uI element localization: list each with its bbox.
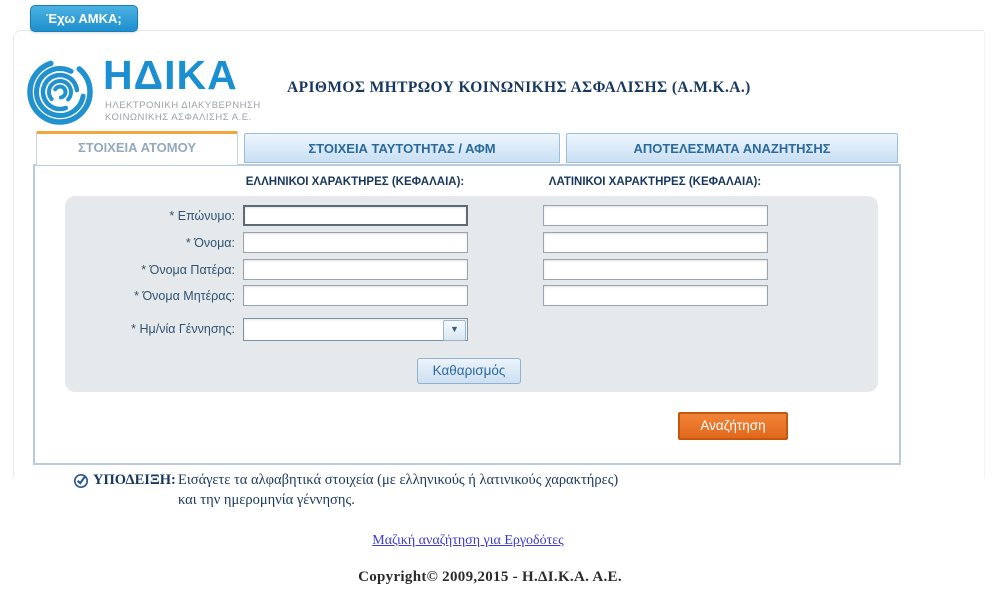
fathers-name-latin-input[interactable] (543, 259, 768, 280)
have-amka-tab[interactable]: Έχω ΑΜΚΑ; (30, 5, 138, 32)
tab-search-results[interactable]: ΑΠΟΤΕΛΕΣΜΑΤΑ ΑΝΑΖΗΤΗΣΗΣ (566, 133, 898, 163)
employers-search-link[interactable]: Μαζική αναζήτηση για Εργοδότες (372, 533, 564, 548)
tab-person-details[interactable]: ΣΤΟΙΧΕΙΑ ΑΤΟΜΟΥ (36, 131, 238, 165)
page-title: ΑΡΙΘΜΟΣ ΜΗΤΡΩΟΥ ΚΟΙΝΩΝΙΚΗΣ ΑΣΦΑΛΙΣΗΣ (Α.Μ.Κ.Α.) (287, 79, 751, 96)
tab-identity-afm[interactable]: ΣΤΟΙΧΕΙΑ ΤΑΥΤΟΤΗΤΑΣ / ΑΦΜ (244, 133, 560, 163)
greek-characters-header: ΕΛΛΗΝΙΚΟΙ ΧΑΡΑΚΤΗΡΕΣ (ΚΕΦΑΛΑΙΑ): (245, 176, 465, 188)
idika-spiral-icon (24, 56, 102, 133)
mothers-name-latin-input[interactable] (543, 285, 768, 306)
employers-link-row (0, 531, 936, 549)
birth-date-select[interactable] (243, 318, 468, 341)
logo-text: ΗΔΙΚΑ (103, 52, 238, 98)
birth-date-label: * Ημ/νία Γέννησης: (131, 322, 235, 336)
firstname-greek-input[interactable] (243, 232, 468, 253)
firstname-label: * Όνομα: (185, 236, 235, 250)
logo-subtitle (105, 100, 261, 125)
logo-subtitle-line2: ΚΟΙΝΩΝΙΚΗΣ ΑΣΦΑΛΙΣΗΣ Α.Ε. (105, 112, 252, 124)
latin-characters-header: ΛΑΤΙΝΙΚΟΙ ΧΑΡΑΚΤΗΡΕΣ (ΚΕΦΑΛΑΙΑ): (548, 176, 762, 188)
firstname-latin-input[interactable] (543, 232, 768, 253)
note-label: ΥΠΟΔΕΙΞΗ: (93, 472, 176, 488)
note-text-line2: και την ημερομηνία γέννησης. (178, 492, 355, 508)
mothers-name-greek-input[interactable] (243, 285, 468, 306)
surname-latin-input[interactable] (543, 205, 768, 226)
search-button[interactable]: Αναζήτηση (678, 412, 788, 440)
check-circle-icon (73, 472, 90, 494)
clear-button[interactable]: Καθαρισμός (417, 358, 521, 384)
logo-subtitle-line1: ΗΛΕΚΤΡΟΝΙΚΗ ΔΙΑΚΥΒΕΡΝΗΣΗ (105, 100, 261, 111)
note-text-line1: Εισάγετε τα αλφαβητικά στοιχεία (με ελληνικούς ή λατινικούς χαρακτήρες) (178, 472, 619, 488)
chevron-down-icon[interactable]: ▼ (443, 320, 466, 341)
copyright-text: Copyright© 2009,2015 - Η.ΔΙ.Κ.Α. Α.Ε. (358, 569, 622, 585)
surname-greek-input[interactable] (243, 205, 468, 226)
surname-label: * Επώνυμο: (169, 209, 235, 223)
mothers-name-label: * Όνομα Μητέρας: (134, 289, 235, 303)
copyright-row (0, 568, 980, 586)
fathers-name-greek-input[interactable] (243, 259, 468, 280)
fathers-name-label: * Όνομα Πατέρα: (141, 263, 235, 277)
